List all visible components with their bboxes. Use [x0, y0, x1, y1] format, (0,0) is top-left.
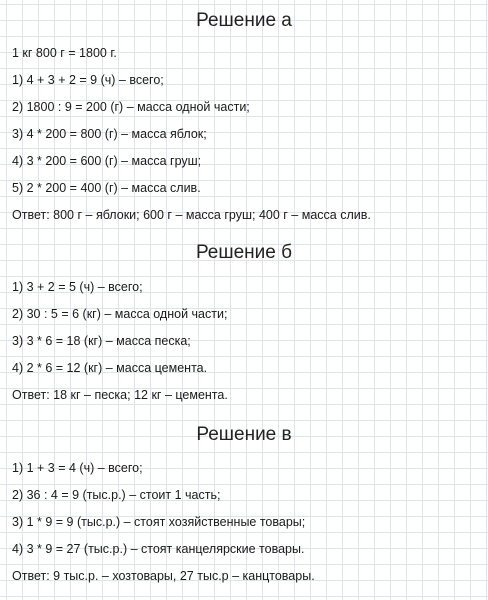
section-a-line-6: 5) 2 * 200 = 400 (г) – масса слив.	[12, 181, 201, 195]
section-b-line-1: 1) 3 + 2 = 5 (ч) – всего;	[12, 280, 143, 294]
section-a-line-2: 1) 4 + 3 + 2 = 9 (ч) – всего;	[12, 73, 164, 87]
section-a-line-3: 2) 1800 : 9 = 200 (г) – масса одной части;	[12, 100, 250, 114]
section-a-line-5: 4) 3 * 200 = 600 (г) – масса груш;	[12, 154, 202, 168]
section-b-line-2: 2) 30 : 5 = 6 (кг) – масса одной части;	[12, 307, 228, 321]
section-b-line-4: 4) 2 * 6 = 12 (кг) – масса цемента.	[12, 361, 208, 375]
section-a-line-4: 3) 4 * 200 = 800 (г) – масса яблок;	[12, 127, 207, 141]
section-c-title: Решение в	[196, 424, 292, 445]
section-c-line-4: 4) 3 * 9 = 27 (тыс.р.) – стоят канцелярские товары.	[12, 542, 305, 556]
section-b-line-3: 3) 3 * 6 = 18 (кг) – масса песка;	[12, 334, 191, 348]
section-a-answer: Ответ: 800 г – яблоки; 600 г – масса груш; 400 г – масса слив.	[12, 208, 371, 222]
section-c-line-1: 1) 1 + 3 = 4 (ч) – всего;	[12, 461, 143, 475]
section-b-answer: Ответ: 18 кг – песка; 12 кг – цемента.	[12, 388, 228, 402]
section-c-line-2: 2) 36 : 4 = 9 (тыс.р.) – стоит 1 часть;	[12, 488, 221, 502]
section-b-title: Решение б	[195, 242, 293, 263]
section-c-line-3: 3) 1 * 9 = 9 (тыс.р.) – стоят хозяйственные товары;	[12, 515, 306, 529]
section-a-title: Решение а	[196, 10, 292, 31]
section-a-line-1: 1 кг 800 г = 1800 г.	[12, 46, 117, 60]
section-c-answer: Ответ: 9 тыс.р. – хозтовары, 27 тыс.р – канцтовары.	[12, 569, 315, 583]
